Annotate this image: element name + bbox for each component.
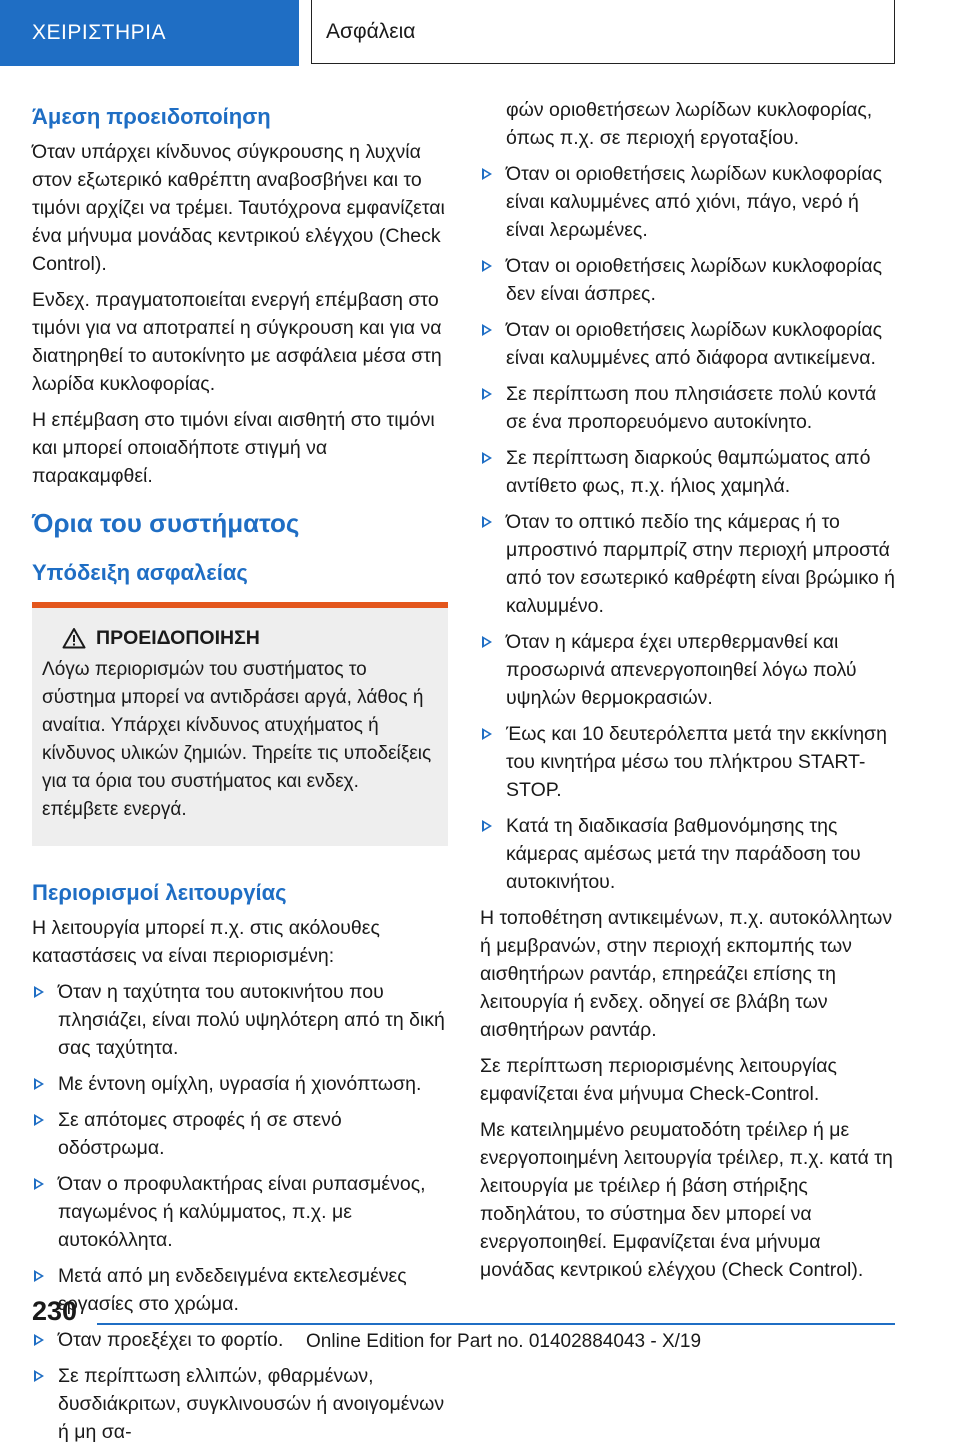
warning-header bbox=[42, 624, 436, 652]
heading-functional-limits: Περιορισμοί λειτουργίας bbox=[32, 880, 287, 905]
triangle-bullet-icon bbox=[34, 1370, 44, 1382]
list-item: Όταν το οπτικό πεδίο της κάμερας ή το μπροστινό παρμπρίζ στην περιοχή μπροστά από τον εσωτερικό καθρέφτη είναι βρώμικο ή καλυμμένο. bbox=[480, 508, 896, 620]
triangle-bullet-icon bbox=[34, 986, 44, 998]
list-item: Μετά από μη ενδεδειγμένα εκτελεσμένες εργασίες στο χρώμα. bbox=[32, 1262, 448, 1318]
warning-title: ΠΡΟΕΙΔΟΠΟΙΗΣΗ bbox=[96, 627, 260, 649]
triangle-bullet-icon bbox=[34, 1178, 44, 1190]
triangle-bullet-icon bbox=[34, 1114, 44, 1126]
paragraph: Η επέμβαση στο τιμόνι είναι αισθητή στο τιμόνι και μπορεί οποιαδήποτε στιγμή να παρακαμφθεί. bbox=[32, 409, 435, 487]
triangle-bullet-icon bbox=[482, 388, 492, 400]
triangle-bullet-icon bbox=[482, 452, 492, 464]
chapter-header bbox=[311, 0, 895, 64]
list-item: Όταν οι οριοθετήσεις λωρίδων κυκλοφορίας δεν είναι άσπρες. bbox=[480, 252, 896, 308]
heading-system-limits: Όρια του συστήματος bbox=[32, 508, 300, 538]
list-item: Όταν οι οριοθετήσεις λωρίδων κυκλοφορίας είναι καλυμμένες από διάφορα αντικείμενα. bbox=[480, 316, 896, 372]
chapter-title: Ασφάλεια bbox=[326, 19, 416, 43]
triangle-bullet-icon bbox=[34, 1270, 44, 1282]
triangle-bullet-icon bbox=[482, 636, 492, 648]
warning-text: Λόγω περιορισμών του συστήματος το σύστημα μπορεί να αντιδράσει αργά, λάθος ή αναίτια. Υπάρχει κίνδυνος ατυχήματος ή κίνδυνος υλικών ζημιών. Τηρείτε τις υποδείξεις για τα όρια του συστήματος και ενδεχ. επέμβετε ενεργά. bbox=[42, 659, 432, 820]
list-item: Όταν η κάμερα έχει υπερθερμανθεί και προσωρινά απενεργοποιηθεί λόγω πολύ υψηλών θερμοκρασιών. bbox=[480, 628, 896, 712]
list-item: Σε περίπτωση που πλησιάσετε πολύ κοντά σε ένα προπορευόμενο αυτοκίνητο. bbox=[480, 380, 896, 436]
warning-triangle-icon bbox=[62, 627, 86, 649]
page-number: 230 bbox=[32, 1296, 78, 1326]
triangle-bullet-icon bbox=[482, 260, 492, 272]
section-tab[interactable] bbox=[0, 0, 299, 66]
footer-divider bbox=[97, 1323, 895, 1325]
paragraph: Η λειτουργία μπορεί π.χ. στις ακόλουθες καταστάσεις να είναι περιορισμένη: bbox=[32, 917, 380, 967]
paragraph: Η τοποθέτηση αντικειμένων, π.χ. αυτοκόλλητων ή μεμβρανών, στην περιοχή εκπομπής των αισθητήρων ραντάρ, επηρεάζει επίσης τη λειτουργία ή ενδεχ. οδηγεί σε βλάβη των αισθητήρων ραντάρ. bbox=[480, 907, 893, 1041]
right-column bbox=[480, 96, 896, 1292]
triangle-bullet-icon bbox=[482, 324, 492, 336]
list-item: Κατά τη διαδικασία βαθμονόμησης της κάμερας αμέσως μετά την παράδοση του αυτοκινήτου. bbox=[480, 812, 896, 896]
paragraph-continuation: φών οριοθετήσεων λωρίδων κυκλοφορίας, όπως π.χ. σε περιοχή εργοταξίου. bbox=[506, 99, 873, 149]
triangle-bullet-icon bbox=[34, 1078, 44, 1090]
left-column bbox=[32, 100, 448, 1454]
list-item: Σε περίπτωση ελλιπών, φθαρμένων, δυσδιάκριτων, συγκλινουσών ή ανοιγομένων ή μη σα- bbox=[32, 1362, 448, 1446]
list-item: Όταν προεξέχει το φορτίο. bbox=[32, 1326, 448, 1354]
list-item: Όταν η ταχύτητα του αυτοκινήτου που πλησιάζει, είναι πολύ υψηλότερη από τη δική σας ταχύτητα. bbox=[32, 978, 448, 1062]
triangle-bullet-icon bbox=[482, 728, 492, 740]
warning-box bbox=[32, 602, 448, 846]
list-item: Όταν οι οριοθετήσεις λωρίδων κυκλοφορίας είναι καλυμμένες από χιόνι, πάγο, νερό ή είναι λερωμένες. bbox=[480, 160, 896, 244]
list-item: Σε απότομες στροφές ή σε στενό οδόστρωμα. bbox=[32, 1106, 448, 1162]
list-item: Όταν ο προφυλακτήρας είναι ρυπασμένος, παγωμένος ή καλύμματος, π.χ. με αυτοκόλλητα. bbox=[32, 1170, 448, 1254]
footer-edition: Online Edition for Part no. 01402884043 - X/19 bbox=[306, 1331, 702, 1352]
triangle-bullet-icon bbox=[34, 1334, 44, 1346]
paragraph: Ενδεχ. πραγματοποιείται ενεργή επέμβαση στο τιμόνι για να αποτραπεί η σύγκρουση και για να διατηρηθεί το αυτοκίνητο με ασφάλεια μέσα στη λωρίδα κυκλοφορίας. bbox=[32, 289, 442, 395]
list-item: Σε περίπτωση διαρκούς θαμπώματος από αντίθετο φως, π.χ. ήλιος χαμηλά. bbox=[480, 444, 896, 500]
paragraph: Όταν υπάρχει κίνδυνος σύγκρουσης η λυχνία στον εξωτερικό καθρέπτη αναβοσβήνει και το τιμόνι αρχίζει να τρέμει. Ταυτόχρονα εμφανίζεται ένα μήνυμα μονάδας κεντρικού ελέγχου (Check Control). bbox=[32, 141, 445, 275]
paragraph: Σε περίπτωση περιορισμένης λειτουργίας εμφανίζεται ένα μήνυμα Check-Control. bbox=[480, 1055, 837, 1105]
section-title: ΧΕΙΡΙΣΤΗΡΙΑ bbox=[32, 21, 167, 44]
paragraph: Με κατειλημμένο ρευματοδότη τρέιλερ ή με ενεργοποιημένη λειτουργία τρέιλερ, π.χ. κατά τη λειτουργία με τρέιλερ ή βάση στήριξης ποδηλάτου, το σύστημα δεν μπορεί να ενεργοποιηθεί. Εμφανίζεται ένα μήνυμα μονάδας κεντρικού ελέγχου (Check Control). bbox=[480, 1119, 893, 1281]
heading-safety-note: Υπόδειξη ασφαλείας bbox=[32, 560, 248, 585]
list-item: Έως και 10 δευτερόλεπτα μετά την εκκίνηση του κινητήρα μέσω του πλήκτρου START-STOP. bbox=[480, 720, 896, 804]
triangle-bullet-icon bbox=[482, 168, 492, 180]
triangle-bullet-icon bbox=[482, 820, 492, 832]
list-item: Με έντονη ομίχλη, υγρασία ή χιονόπτωση. bbox=[32, 1070, 448, 1098]
heading-direct-warning: Άμεση προειδοποίηση bbox=[32, 104, 271, 129]
bullet-list bbox=[480, 160, 896, 896]
triangle-bullet-icon bbox=[482, 516, 492, 528]
bullet-list bbox=[32, 978, 448, 1446]
